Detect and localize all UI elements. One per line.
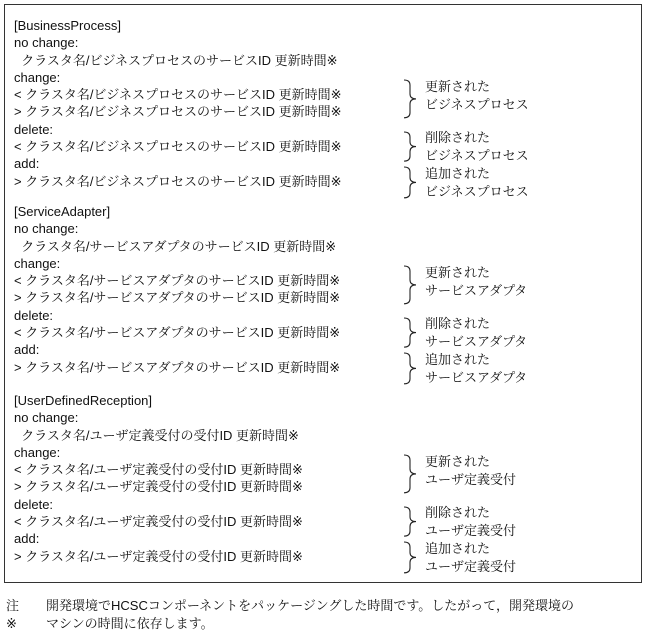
brace-icon bbox=[400, 454, 420, 494]
status-label: no change: bbox=[14, 410, 79, 426]
add-annotation bbox=[425, 540, 516, 576]
entry-line: > クラスタ名/ユーザ定義受付の受付ID 更新時間※ bbox=[14, 548, 303, 564]
annotation-line: 削除された bbox=[425, 504, 491, 520]
section-header: [UserDefinedReception] bbox=[14, 393, 153, 408]
change-annotation bbox=[425, 453, 516, 489]
entry-line: クラスタ名/ビジネスプロセスのサービスID 更新時間※ bbox=[14, 52, 338, 68]
annotation-line: 更新された bbox=[425, 79, 491, 95]
annotation-line: 追加された bbox=[425, 165, 491, 181]
annotation-line: ビジネスプロセス bbox=[425, 147, 529, 163]
annotation-line: サービスアダプタ bbox=[425, 369, 528, 385]
annotation-line: ビジネスプロセス bbox=[425, 97, 529, 113]
brace-icon bbox=[400, 265, 420, 305]
entry-line: > クラスタ名/ユーザ定義受付の受付ID 更新時間※ bbox=[14, 479, 303, 495]
footnote-line-1: 開発環境でHCSCコンポーネントをパッケージングした時間です。したがって，開発環境の bbox=[46, 598, 575, 613]
entry-line: < クラスタ名/ビジネスプロセスのサービスID 更新時間※ bbox=[14, 139, 342, 155]
brace-icon bbox=[400, 79, 420, 119]
status-label: no change: bbox=[14, 221, 79, 237]
footnote-line-2: マシンの時間に依存します。 bbox=[46, 616, 214, 631]
change-annotation bbox=[425, 78, 529, 114]
section-businessprocess bbox=[14, 17, 634, 199]
annotation-line: 更新された bbox=[425, 265, 491, 281]
annotation-line: 追加された bbox=[425, 351, 491, 367]
annotation-line: サービスアダプタ bbox=[425, 333, 528, 349]
status-label: add: bbox=[14, 342, 40, 358]
annotation-line: サービスアダプタ bbox=[425, 283, 528, 299]
brace-icon bbox=[400, 352, 420, 385]
status-label: change: bbox=[14, 69, 61, 85]
brace-icon bbox=[400, 131, 420, 162]
entry-line: < クラスタ名/ビジネスプロセスのサービスID 更新時間※ bbox=[14, 87, 342, 103]
footnote-mark: 注※ bbox=[6, 598, 20, 631]
annotation-line: ユーザ定義受付 bbox=[425, 558, 517, 574]
status-label: change: bbox=[14, 255, 61, 271]
status-label: no change: bbox=[14, 35, 79, 51]
annotation-line: ユーザ定義受付 bbox=[425, 522, 517, 538]
status-label: add: bbox=[14, 156, 40, 172]
add-annotation bbox=[425, 165, 529, 201]
change-annotation bbox=[425, 264, 527, 300]
entry-line: > クラスタ名/サービスアダプタのサービスID 更新時間※ bbox=[14, 359, 341, 375]
entry-line: < クラスタ名/ユーザ定義受付の受付ID 更新時間※ bbox=[14, 462, 303, 478]
status-label: add: bbox=[14, 531, 40, 547]
entry-line: < クラスタ名/ユーザ定義受付の受付ID 更新時間※ bbox=[14, 514, 303, 530]
entry-line: < クラスタ名/サービスアダプタのサービスID 更新時間※ bbox=[14, 273, 341, 289]
entry-line: < クラスタ名/サービスアダプタのサービスID 更新時間※ bbox=[14, 325, 341, 341]
entry-line: > クラスタ名/ビジネスプロセスのサービスID 更新時間※ bbox=[14, 173, 342, 189]
brace-icon bbox=[400, 541, 420, 574]
status-label: delete: bbox=[14, 121, 54, 137]
annotation-line: 追加された bbox=[425, 540, 491, 556]
entry-line: クラスタ名/ユーザ定義受付の受付ID 更新時間※ bbox=[14, 427, 299, 443]
entry-line: > クラスタ名/ビジネスプロセスのサービスID 更新時間※ bbox=[14, 104, 342, 120]
entry-line: > クラスタ名/サービスアダプタのサービスID 更新時間※ bbox=[14, 290, 341, 306]
section-header: [ServiceAdapter] bbox=[14, 204, 111, 219]
brace-icon bbox=[400, 317, 420, 348]
status-label: delete: bbox=[14, 496, 54, 512]
add-annotation bbox=[425, 351, 527, 387]
section-serviceadapter bbox=[14, 203, 634, 385]
status-label: change: bbox=[14, 444, 61, 460]
annotation-line: 削除された bbox=[425, 315, 491, 331]
section-userdefinedreception bbox=[14, 392, 634, 574]
status-label: delete: bbox=[14, 307, 54, 323]
delete-annotation bbox=[425, 315, 527, 351]
annotation-line: ユーザ定義受付 bbox=[425, 472, 517, 488]
brace-icon bbox=[400, 506, 420, 537]
delete-annotation bbox=[425, 504, 516, 540]
annotation-line: 削除された bbox=[425, 129, 491, 145]
annotation-line: ビジネスプロセス bbox=[425, 183, 529, 199]
entry-line: クラスタ名/サービスアダプタのサービスID 更新時間※ bbox=[14, 238, 337, 254]
delete-annotation bbox=[425, 129, 529, 165]
section-header: [BusinessProcess] bbox=[14, 18, 121, 33]
annotation-line: 更新された bbox=[425, 454, 491, 470]
brace-icon bbox=[400, 166, 420, 199]
